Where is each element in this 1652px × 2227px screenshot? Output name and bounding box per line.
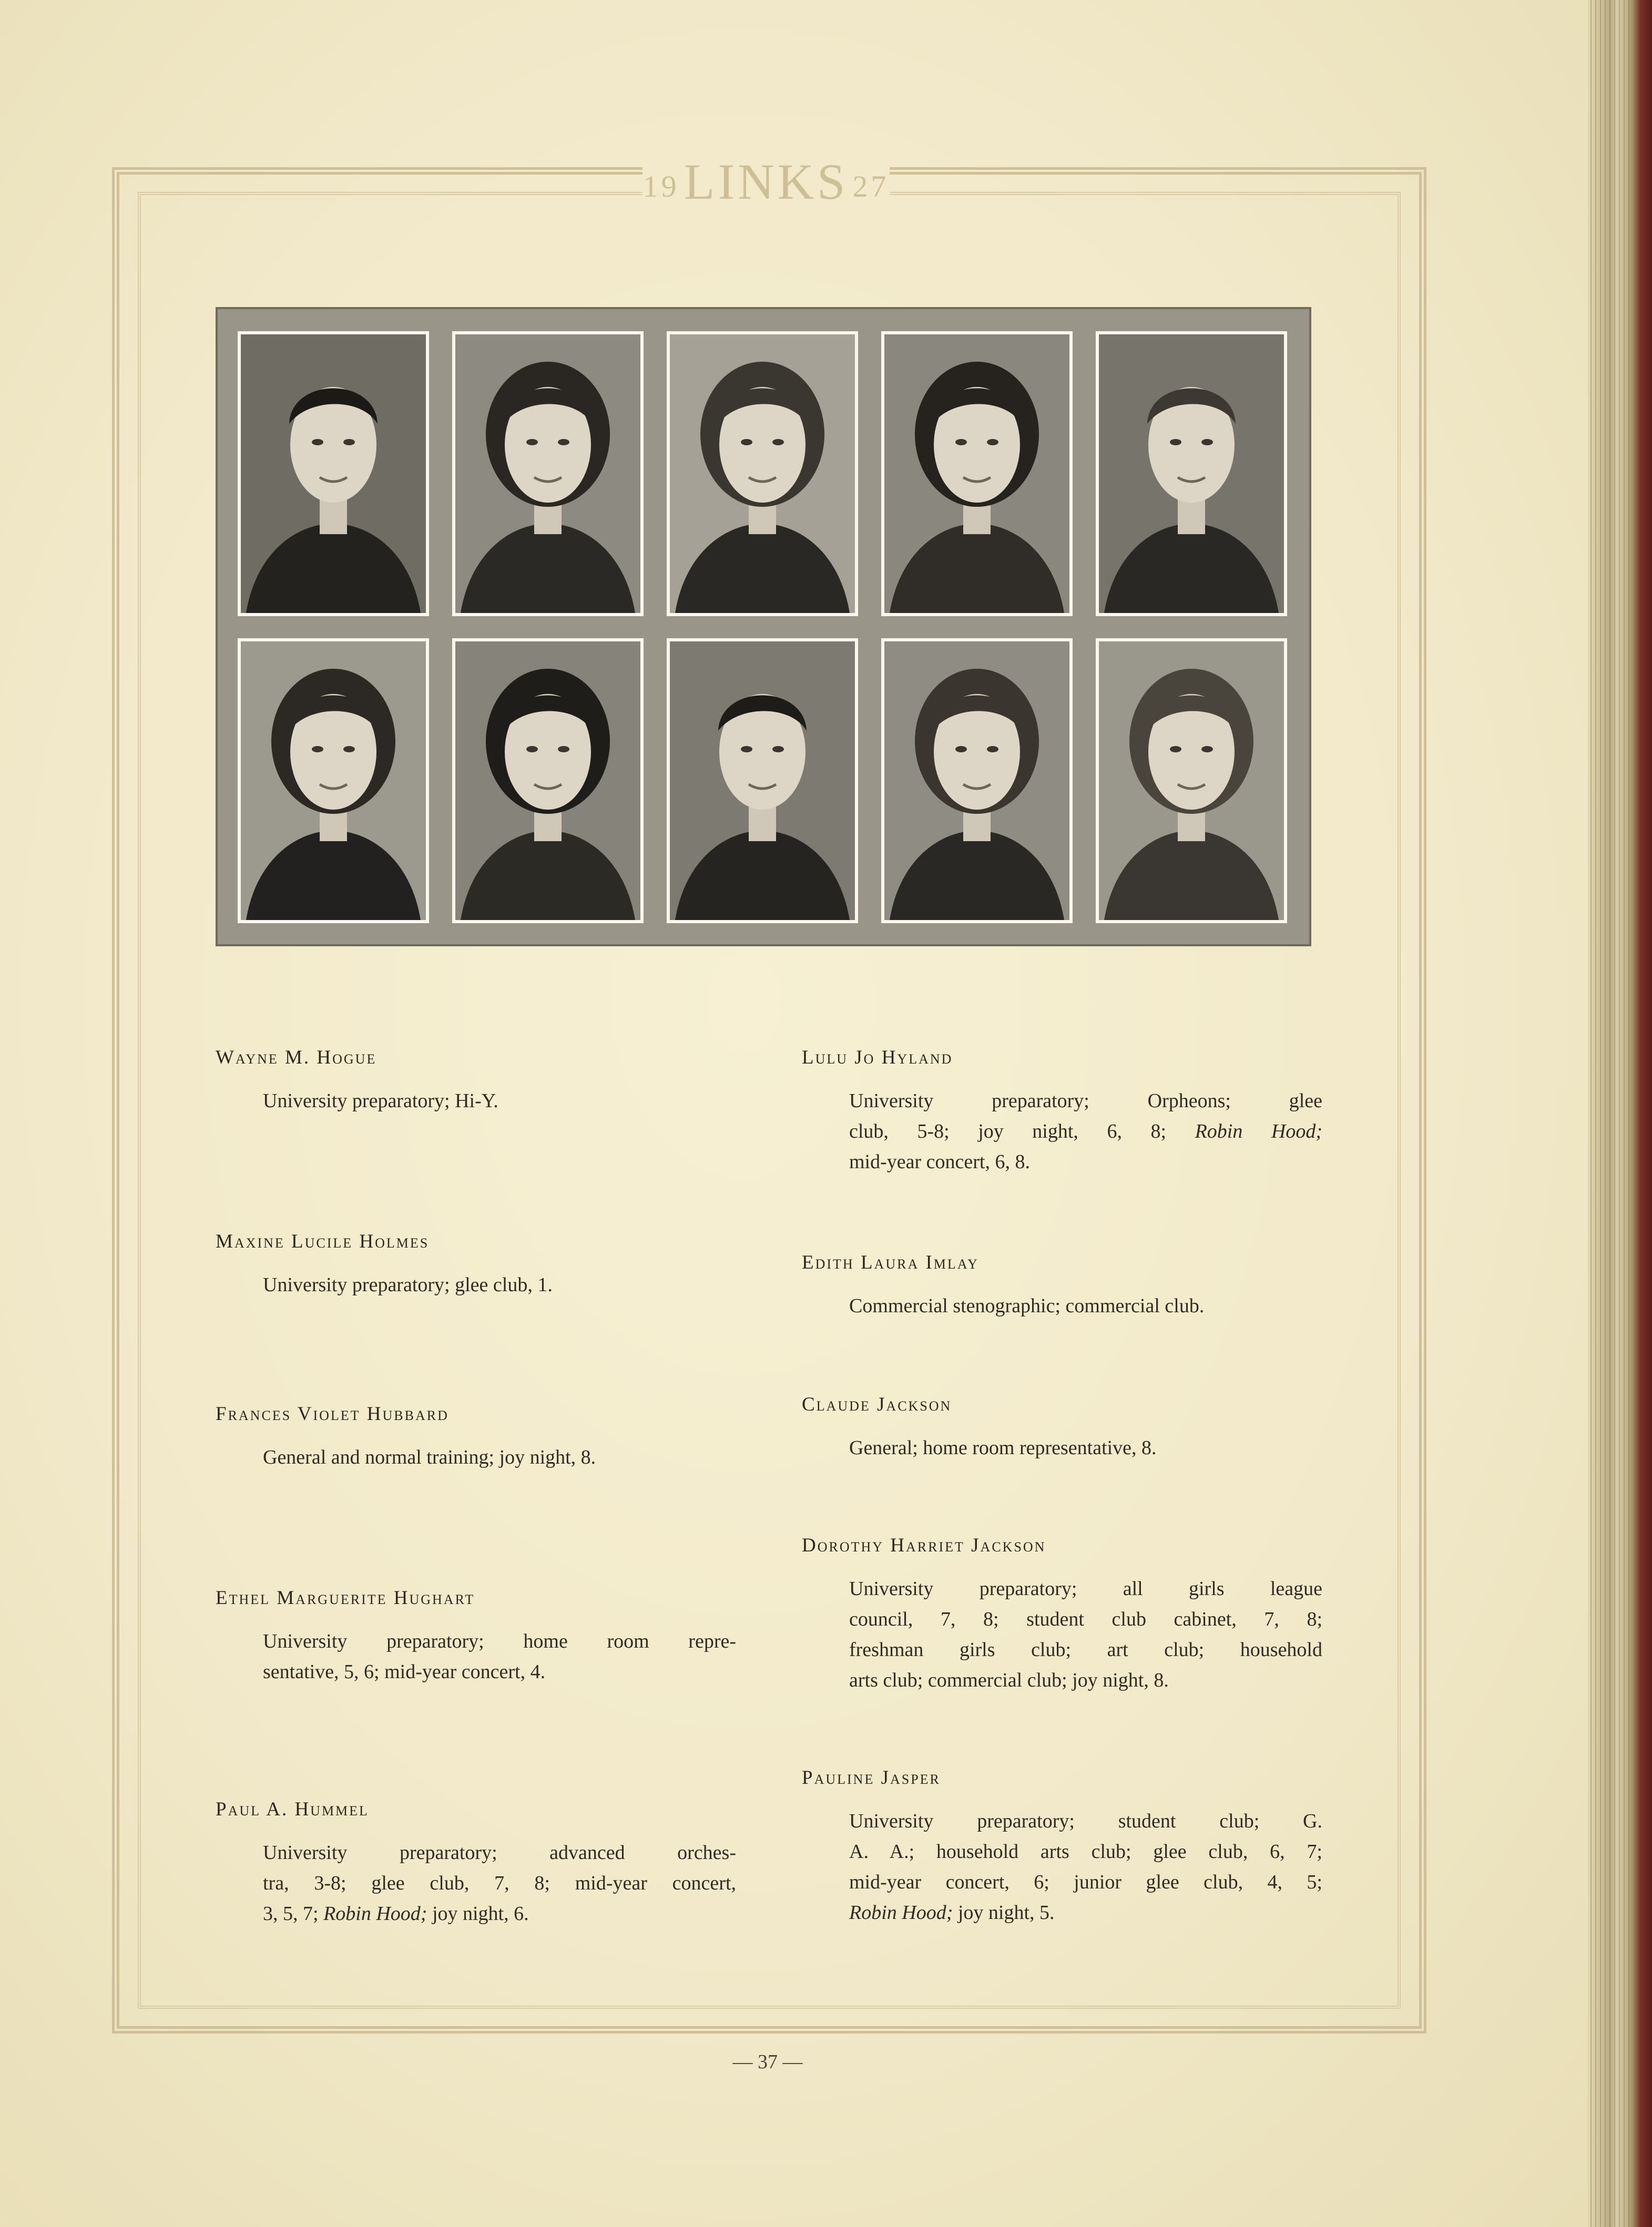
activity-text: joy night, 5. bbox=[953, 1902, 1055, 1924]
entry-frances-hubbard bbox=[216, 1403, 736, 1473]
activity-line: tra, 3-8; glee club, 7, 8; mid-year concert, bbox=[263, 1872, 736, 1894]
portrait-image bbox=[884, 334, 1069, 613]
book-page-edge-lines bbox=[1590, 0, 1630, 2227]
portrait-eye-right bbox=[772, 746, 784, 752]
activity-line bbox=[849, 1897, 1322, 1928]
activity-line: University preparatory; advanced orches- bbox=[263, 1842, 736, 1864]
portrait-image bbox=[455, 641, 640, 920]
activity-italic-title: Robin Hood; bbox=[849, 1902, 953, 1924]
activity-italic-title: Robin Hood; bbox=[1195, 1120, 1322, 1142]
entry-ethel-hughart bbox=[216, 1587, 736, 1687]
portrait-panel bbox=[216, 307, 1311, 946]
student-activities bbox=[849, 1574, 1322, 1695]
page-number: — 37 — bbox=[732, 2051, 803, 2073]
portrait-image bbox=[670, 334, 855, 613]
entry-pauline-jasper bbox=[802, 1766, 1322, 1928]
running-header bbox=[643, 152, 890, 210]
portrait-image bbox=[884, 641, 1069, 920]
portrait-eye-left bbox=[526, 439, 538, 445]
entry-wayne-hogue bbox=[216, 1046, 736, 1116]
portrait-eye-right bbox=[987, 746, 998, 752]
entry-lulu-hyland bbox=[802, 1046, 1322, 1177]
activity-line: mid-year concert, 6, 8. bbox=[849, 1151, 1030, 1173]
portrait-maxine-holmes bbox=[667, 331, 858, 616]
portrait-paul-hummel bbox=[881, 638, 1073, 923]
portrait-eye-right bbox=[558, 439, 569, 445]
portrait-eye-left bbox=[526, 746, 538, 752]
student-name: Claude Jackson bbox=[802, 1394, 952, 1415]
student-activities bbox=[849, 1291, 1322, 1321]
portrait-image bbox=[455, 334, 640, 613]
activity-line: University preparatory; student club; G. bbox=[849, 1810, 1322, 1832]
portrait-dorothy-jackson bbox=[667, 638, 858, 923]
portrait-eye-left bbox=[955, 746, 967, 752]
portrait-eye-left bbox=[741, 439, 752, 445]
activity-text: joy night, 6. bbox=[427, 1903, 529, 1925]
header-year-right: 27 bbox=[852, 169, 890, 203]
activity-line: University preparatory; glee club, 1. bbox=[263, 1274, 553, 1296]
portrait-image bbox=[241, 641, 426, 920]
portrait-eye-left bbox=[312, 746, 323, 752]
student-name: Pauline Jasper bbox=[802, 1767, 941, 1789]
portrait-claude-jackson bbox=[238, 638, 429, 923]
activity-line: arts club; commercial club; joy night, 8. bbox=[849, 1669, 1169, 1691]
portrait-eye-right bbox=[772, 439, 784, 445]
entry-paul-hummel bbox=[216, 1798, 736, 1929]
activity-line: General and normal training; joy night, 8. bbox=[263, 1446, 596, 1468]
student-name: Wayne M. Hogue bbox=[216, 1047, 377, 1068]
activity-line: University preparatory; all girls league bbox=[849, 1578, 1322, 1600]
activity-line: Commercial stenographic; commercial club. bbox=[849, 1295, 1205, 1317]
header-title: LINKS bbox=[684, 153, 849, 210]
student-activities bbox=[263, 1442, 736, 1473]
portrait-eye-left bbox=[312, 439, 323, 445]
entry-edith-imlay bbox=[802, 1251, 1322, 1321]
portrait-wayne-hogue bbox=[238, 331, 429, 616]
portrait-eye-left bbox=[1170, 746, 1181, 752]
activity-line: University preparatory; Orpheons; glee bbox=[849, 1090, 1322, 1112]
activity-line: mid-year concert, 6; junior glee club, 4, 5; bbox=[849, 1871, 1322, 1893]
student-activities bbox=[849, 1086, 1322, 1177]
entry-claude-jackson bbox=[802, 1393, 1322, 1463]
portrait-eye-left bbox=[1170, 439, 1181, 445]
portrait-eye-left bbox=[955, 439, 967, 445]
student-activities bbox=[263, 1086, 736, 1116]
portrait-eye-right bbox=[343, 439, 355, 445]
activity-line: sentative, 5, 6; mid-year concert, 4. bbox=[263, 1661, 546, 1683]
activity-text: 3, 5, 7; bbox=[263, 1903, 324, 1925]
student-activities bbox=[263, 1837, 736, 1929]
entry-maxine-holmes bbox=[216, 1230, 736, 1300]
header-year-left: 19 bbox=[643, 169, 680, 203]
portrait-lulu-hyland bbox=[452, 331, 644, 616]
student-name: Frances Violet Hubbard bbox=[216, 1403, 449, 1425]
portrait-frances-hubbard bbox=[1096, 331, 1287, 616]
student-name: Lulu Jo Hyland bbox=[802, 1047, 953, 1068]
activity-line: A. A.; household arts club; glee club, 6, 7; bbox=[849, 1841, 1322, 1863]
activity-italic-title: Robin Hood; bbox=[323, 1903, 427, 1925]
portrait-eye-right bbox=[1201, 439, 1213, 445]
activity-line: University preparatory; home room repre- bbox=[263, 1630, 736, 1652]
portrait-eye-right bbox=[987, 439, 998, 445]
portrait-image bbox=[241, 334, 426, 613]
portrait-image bbox=[670, 641, 855, 920]
portrait-image bbox=[1099, 334, 1284, 613]
student-name: Edith Laura Imlay bbox=[802, 1252, 979, 1273]
student-name: Dorothy Harriet Jackson bbox=[802, 1535, 1046, 1556]
portrait-image bbox=[1099, 641, 1284, 920]
activity-line: University preparatory; Hi-Y. bbox=[263, 1090, 498, 1112]
student-name: Ethel Marguerite Hughart bbox=[216, 1587, 475, 1609]
activity-text: club, 5-8; joy night, 6, 8; bbox=[849, 1120, 1195, 1142]
student-activities bbox=[849, 1433, 1322, 1463]
activity-line: council, 7, 8; student club cabinet, 7, 8; bbox=[849, 1608, 1322, 1630]
portrait-eye-right bbox=[343, 746, 355, 752]
student-name: Paul A. Hummel bbox=[216, 1799, 369, 1820]
student-activities bbox=[263, 1270, 736, 1300]
portrait-pauline-jasper bbox=[1096, 638, 1287, 923]
student-activities bbox=[263, 1626, 736, 1687]
activity-line: freshman girls club; art club; household bbox=[849, 1639, 1322, 1661]
entry-dorothy-jackson bbox=[802, 1534, 1322, 1695]
activity-line bbox=[263, 1898, 736, 1929]
portrait-eye-right bbox=[1201, 746, 1213, 752]
student-name: Maxine Lucile Holmes bbox=[216, 1231, 430, 1252]
activity-line: General; home room representative, 8. bbox=[849, 1437, 1157, 1459]
portrait-edith-imlay bbox=[881, 331, 1073, 616]
portrait-ethel-hughart bbox=[452, 638, 644, 923]
portrait-eye-left bbox=[741, 746, 752, 752]
portrait-eye-right bbox=[558, 746, 569, 752]
student-activities bbox=[849, 1806, 1322, 1928]
activity-line bbox=[849, 1116, 1322, 1147]
